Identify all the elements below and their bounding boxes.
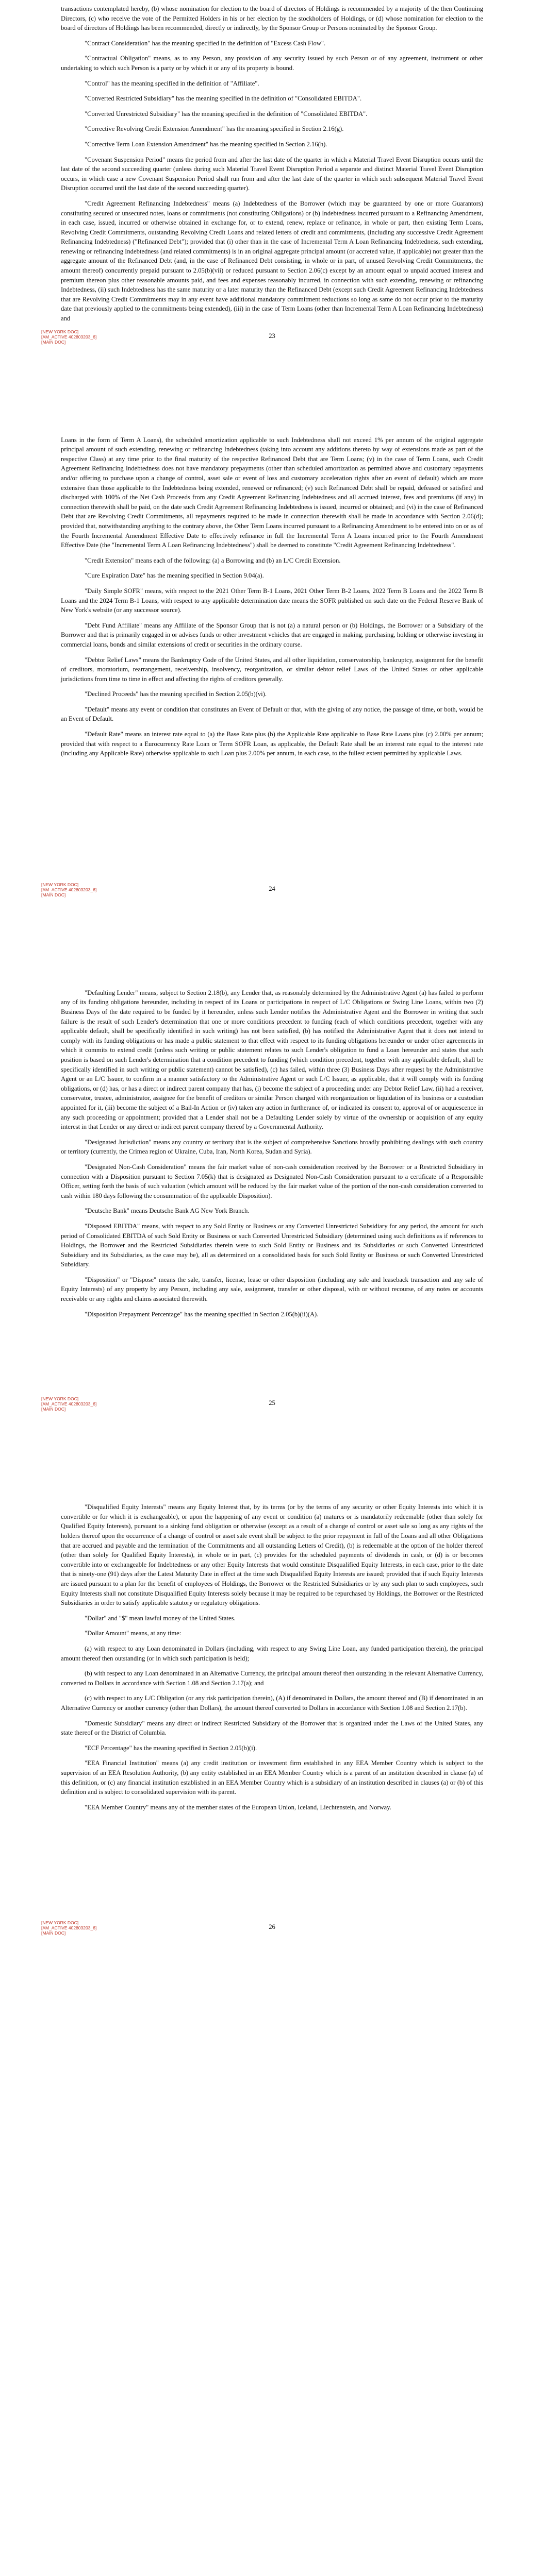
paragraph: "Default" means any event or condition that constitutes an Event of Default or that, with the giving of any notice, the passage of time, or both, would be an Event of Default. (61, 705, 483, 723)
paragraph: "Credit Agreement Refinancing Indebtedness" means (a) Indebtedness of the Borrower (which may be guaranteed by one or more Guarantors) constituting secured or unsecured notes, loans or commitments (not constituting Obligations) or (b) Indebtedness incurred pursuant to a Refinancing Amendment, in each case, issued, incurred or otherwise obtained in exchange for, or to extend, renew, replace or refinance, in whole or part, then existing Term Loans, Revolving Credit Commitments, outstanding Revolving Credit Loans and related letters of credit and commitments, (including any successive Credit Agreement Refinancing Indebtedness) ("Refinanced Debt"); provided that (i) other than in the case of Incremental Term A Loan Refinancing Indebtedness, such extending, renewing or refinancing Indebtedness (and related commitments) is in an original aggregate principal amount (or accreted value, if applicable) not greater than the aggregate amount of the Refinanced Debt (and, in the case of Refinanced Debt consisting, in whole or in part, of unused Revolving Credit Commitments, the amount thereof) concurrently prepaid pursuant to 2.05(b)(vii) or reduced pursuant to Section 2.06(c) except by an amount equal to unpaid accrued interest and premium thereon plus other reasonable amounts paid, and fees and expenses reasonably incurred, in connection with such extending, renewing or refinancing Indebtedness, (ii) such Indebtedness has the same maturity or a later maturity than the Refinanced Debt (except such Credit Agreement Refinancing Indebtedness that are Revolving Credit Commitments may in any event have additional mandatory commitment reductions so long as same do not occur prior to the maturity date that previously applied to the commitments being extended), (iii) in the case of Term Loans (other than Incremental Term A Loan Refinancing Indebtedness) and (61, 199, 483, 323)
page-footer (41, 1396, 483, 1420)
paragraph: "Contractual Obligation" means, as to any Person, any provision of any security issued by such Person or of any agreement, instrument or other undertaking to which such Person is a party or by which it or any of its property is bound. (61, 55, 483, 72)
paragraph: "Designated Non-Cash Consideration" means the fair market value of non-cash consideration received by the Borrower or a Restricted Subsidiary in connection with a Disposition pursuant to Section 7.05(k) that is designated as Designated Non-Cash Consideration pursuant to a certificate of a Responsible Officer, setting forth the basis of such valuation (which amount will be reduced by the fair market value of the portion of the non-cash consideration converted to cash within 180 days following the consummation of the applicable Disposition). (61, 1163, 483, 1199)
page-footer (41, 329, 483, 353)
paragraph: "EEA Financial Institution" means (a) any credit institution or investment firm established in any EEA Member Country which is subject to the supervision of an EEA Resolution Authority, (b) any entity established in an EEA Member Country which is a parent of an institution described in clause (a) of this definition, or (c) any financial institution established in an EEA Member Country which is a subsidiary of an institution described in clauses (a) or (b) of this definition and is subject to consolidated supervision with its parent. (61, 1759, 483, 1796)
paragraph: "Contract Consideration" has the meaning specified in the definition of "Excess Cash Flow". (85, 39, 326, 47)
paragraph: "Debt Fund Affiliate" means any Affiliate of the Sponsor Group that is not (a) a natural person or (b) Holdings, the Borrower or a Subsidiary of the Borrower and that is primarily engaged in or advises funds or other investment vehicles that are engaged in making, purchasing, holding or otherwise investing in commercial loans, bonds and similar extensions of credit or securities in the ordinary course. (61, 621, 483, 648)
paragraph: "Defaulting Lender" means, subject to Section 2.18(b), any Lender that, as reasonably determined by the Administrative Agent (a) has failed to perform any of its funding obligations hereunder, including in respect of its Loans or participations in respect of L/C Obligations or Swing Line Loans, within two (2) Business Days of the date required to be funded by it hereunder, unless such Lender notifies the Administrative Agent and the Borrower in writing that such failure is the result of such Lender's determination that one or more conditions precedent to funding (each of which conditions precedent, together with any applicable default, shall be specifically identified in such writing) has not been satisfied, (b) has notified the Administrative Agent that it does not intend to comply with its funding obligations or has made a public statement to that effect with respect to its funding obligations hereunder or under other agreements in which it commits to extend credit (unless such writing or public statement relates to such Lender's obligation to fund a Loan hereunder and states that such position is based on such Lender's determination that a condition precedent to funding (which condition precedent, together with any applicable default, shall be specifically identified in such writing or public statement) cannot be satisfied), (c) has failed, within three (3) Business Days after request by the Administrative Agent or an L/C Issuer, to confirm in a manner satisfactory to the Administrative Agent or such L/C Issuer, as applicable, that it will comply with its funding obligations, or (d) has, or has a direct or indirect parent company that has, (i) become the subject of a proceeding under any Debtor Relief Law, (ii) had a receiver, conservator, trustee, administrator, assignee for the benefit of creditors or similar Person charged with reorganization or liquidation of its business or a custodian appointed for it, (iii) become the subject of a Bail-In Action or (iv) taken any action in furtherance of, or indicated its consent to, approval of or acquiescence in any such proceeding or appointment; provided that a Lender shall not be a Defaulting Lender solely by virtue of the ownership or acquisition of any equity interest in that Lender or any direct or indirect parent company thereof by a Governmental Authority. (61, 989, 483, 1131)
paragraph: "Converted Unrestricted Subsidiary" has the meaning specified in the definition of "Consolidated EBITDA". (85, 110, 368, 117)
document-stamp: [NEW YORK DOC] [AM_ACTIVE 402803203_6] [MAIN DOC] (41, 882, 97, 897)
paragraph: "Dollar" and "$" mean lawful money of the United States. (85, 1614, 236, 1622)
page-footer (41, 1920, 483, 1944)
paragraph: "Designated Jurisdiction" means any country or territory that is the subject of comprehensive Sanctions broadly prohibiting dealings with such country or territory (currently, the Crimea region of Ukraine, Cuba, Iran, North Korea, Sudan and Syria). (61, 1138, 483, 1156)
paragraph: "Disqualified Equity Interests" means any Equity Interest that, by its terms (or by the terms of any security or other Equity Interests into which it is convertible or for which it is exchangeable), or upon the happening of any event or condition (a) matures or is mandatorily redeemable (other than solely for Qualified Equity Interests), pursuant to a sinking fund obligation or otherwise (except as a result of a change of control or asset sale so long as any rights of the holders thereof upon the occurrence of a change of control or asset sale event shall be subject to the prior repayment in full of the Loans and all other Obligations that are accrued and payable and the termination of the Commitments and all outstanding Letters of Credit), (b) is redeemable at the option of the holder thereof (other than solely for Qualified Equity Interests), in whole or in part, (c) provides for the scheduled payments of dividends in cash, or (d) is or becomes convertible into or exchangeable for Indebtedness or any other Equity Interests that would constitute Disqualified Equity Interests, in each case, prior to the date that is ninety-one (91) days after the Latest Maturity Date in effect at the time such Disqualified Equity Interests are issued; provided that if such Equity Interests are issued pursuant to a plan for the benefit of employees of Holdings, the Borrower or the Restricted Subsidiaries or by any such plan to such employees, such Equity Interests shall not constitute Disqualified Equity Interests solely because it may be required to be repurchased by Holdings, the Borrower or the Restricted Subsidiaries in order to satisfy applicable statutory or regulatory obligations. (61, 1503, 483, 1607)
document-stamp: [NEW YORK DOC] [AM_ACTIVE 402803203_6] [MAIN DOC] (41, 329, 97, 345)
paragraph: "Declined Proceeds" has the meaning specified in Section 2.05(b)(vi). (85, 690, 267, 698)
paragraph: "Corrective Term Loan Extension Amendment" has the meaning specified in Section 2.16(h). (85, 140, 327, 148)
paragraph: transactions contemplated hereby, (b) whose nomination for election to the board of directors of Holdings is recommended by a majority of the then Continuing Directors, (c) who receive the vote of the Permitted Holders in his or her election by the stockholders of Holdings, or (d) whose nomination for election to the board of directors of Holdings has been recommended, directly or indirectly, by the Sponsor Group or Persons nominated by the Sponsor Group. (61, 5, 483, 32)
page-footer (41, 882, 483, 906)
paragraph: "Domestic Subsidiary" means any direct or indirect Restricted Subsidiary of the Borrower that is organized under the Laws of the United States, any state thereof or the District of Columbia. (61, 1719, 483, 1737)
paragraph: "Covenant Suspension Period" means the period from and after the last date of the quarter in which a Material Travel Event Disruption occurs until the last date of the second succeeding quarter (unless during such Material Travel Event Disruption Period a separate and distinct Material Travel Event Disruption occurs, in which case a new Covenant Suspension Period shall run from and after the last date of the quarter in which such subsequent Material Travel Event Disruption occurred until the last date of the second succeeding quarter). (61, 156, 483, 192)
page-number: 23 (269, 332, 275, 340)
paragraph: "Dollar Amount" means, at any time: (85, 1630, 182, 1637)
document-page-24 (0, 374, 544, 906)
paragraph: "Cure Expiration Date" has the meaning specified in Section 9.04(a). (85, 572, 264, 580)
paragraph: "EEA Member Country" means any of the member states of the European Union, Iceland, Liechtenstein, and Norway. (85, 1803, 391, 1811)
paragraph: "Credit Extension" means each of the following: (a) a Borrowing and (b) an L/C Credit Extension. (85, 556, 341, 564)
list-item: (c) with respect to any L/C Obligation (or any risk participation therein), (A) if denominated in Dollars, the amount thereof and (B) if denominated in an Alternative Currency or another currency (other than Dollars), the amount thereof converted to Dollars in accordance with Section 1.08 and Section 2.17(b). (61, 1694, 483, 1711)
paragraph: "Disposition" or "Dispose" means the sale, transfer, license, lease or other disposition (including any sale and leaseback transaction and any sale of Equity Interests) of any property by any Person, including any sale, assignment, transfer or other disposal, with or without recourse, of any notes or accounts receivable or any rights and claims associated therewith. (61, 1276, 483, 1303)
document-page-23 (0, 0, 544, 353)
document-page-26 (0, 1440, 544, 1944)
paragraph: "Daily Simple SOFR" means, with respect to the 2021 Other Term B-1 Loans, 2021 Other Term B-2 Loans, 2022 Term B Loans and the 2022 Term B Loans and the 2024 Term B-1 Loans, with respect to any applicable determination date means the SOFR published on such date on the Federal Reserve Bank of New York's website (or any successor source). (61, 587, 483, 614)
paragraph: "Disposed EBITDA" means, with respect to any Sold Entity or Business or any Converted Unrestricted Subsidiary for any period, the amount for such period of Consolidated EBITDA of such Sold Entity or Business or such Converted Unrestricted Subsidiary (determined using such definitions as if references to Holdings, the Borrower and the Restricted Subsidiaries therein were to such Sold Entity or Business and its Subsidiaries or such Converted Unrestricted Subsidiary and its Subsidiaries, as the case may be), all as determined on a consolidated basis for such Sold Entity or Business or such Converted Unrestricted Subsidiary. (61, 1222, 483, 1268)
paragraph: "Disposition Prepayment Percentage" has the meaning specified in Section 2.05(b)(ii)(A). (85, 1310, 319, 1318)
paragraph: "Control" has the meaning specified in the definition of "Affiliate". (85, 79, 259, 87)
list-item: (a) with respect to any Loan denominated in Dollars (including, with respect to any Swing Line Loan, any funded participation therein), the principal amount thereof then outstanding (or in which such participation is held); (61, 1645, 483, 1662)
document-stamp: [NEW YORK DOC] [AM_ACTIVE 402803203_6] [MAIN DOC] (41, 1396, 97, 1412)
document-stamp: [NEW YORK DOC] [AM_ACTIVE 402803203_6] [MAIN DOC] (41, 1920, 97, 1936)
page-number: 24 (269, 885, 275, 892)
document-page-25 (0, 926, 544, 1420)
page-number: 25 (269, 1399, 275, 1407)
paragraph: "ECF Percentage" has the meaning specified in Section 2.05(b)(i). (85, 1744, 257, 1752)
paragraph: "Debtor Relief Laws" means the Bankruptcy Code of the United States, and all other liquidation, conservatorship, bankruptcy, assignment for the benefit of creditors, moratorium, rearrangement, receivership, insolvency, reorganization, or similar debtor relief Laws of the United States or other applicable jurisdictions from time to time in effect and affecting the rights of creditors generally. (61, 656, 483, 683)
list-item: (b) with respect to any Loan denominated in an Alternative Currency, the principal amount thereof then outstanding in the relevant Alternative Currency, converted to Dollars in accordance with Section 1.08 and Section 2.17(a); and (61, 1670, 483, 1687)
paragraph: Loans in the form of Term A Loans), the scheduled amortization applicable to such Indebtedness shall not exceed 1% per annum of the original aggregate principal amount of such extending, renewing or refinancing Indebtedness (taking into account any additions thereto by way of extensions made as part of the respective Class) at any time prior to the final maturity of the respective Refinanced Debt that are Term Loans; (v) in the case of Term Loans, such Credit Agreement Refinancing Indebtedness does not have mandatory prepayments (other than scheduled amortization as permitted above and customary repayments and/or offering to purchase upon a change of control, asset sale or event of loss and customary acceleration rights after an event of default) which are more extensive than those applicable to the Indebtedness being extended, renewed or refinanced; (v) such Refinanced Debt shall be repaid, defeased or satisfied and discharged with 100% of the Net Cash Proceeds from any Credit Agreement Refinancing Indebtedness and all accrued interest, fees and premiums (if any) in connection therewith shall be paid, on the date such Credit Agreement Refinancing Indebtedness is issued, incurred or obtained; and (vi) in the case of Refinanced Debt that are Revolving Credit Commitments, all repayments required to be made in connection therewith shall be made in accordance with Section 2.06(d); provided that, notwithstanding anything to the contrary above, the Other Term Loans incurred pursuant to a Refinancing Amendment to be entered into on or as of the Fourth Incremental Amendment Effective Date to effectively refinance in full the Incremental Term A Loans incurred prior to the Fourth Amendment Effective Date (the "Incremental Term A Loan Refinancing Indebtedness") shall be deemed to constitute "Credit Agreement Refinancing Indebtedness". (61, 436, 483, 549)
paragraph: "Default Rate" means an interest rate equal to (a) the Base Rate plus (b) the Applicable Rate applicable to Base Rate Loans plus (c) 2.00% per annum; provided that with respect to a Eurocurrency Rate Loan or Term SOFR Loan, as applicable, the Default Rate shall be an interest rate equal to the interest rate (including any Applicable Rate) otherwise applicable to such Loan plus 2.00% per annum, in each case, to the fullest extent permitted by applicable Laws. (61, 731, 483, 757)
page-number: 26 (269, 1923, 275, 1931)
paragraph: "Corrective Revolving Credit Extension Amendment" has the meaning specified in Section 2.16(g). (85, 125, 344, 133)
paragraph: "Deutsche Bank" means Deutsche Bank AG New York Branch. (85, 1207, 250, 1215)
paragraph: "Converted Restricted Subsidiary" has the meaning specified in the definition of "Consolidated EBITDA". (85, 95, 362, 103)
